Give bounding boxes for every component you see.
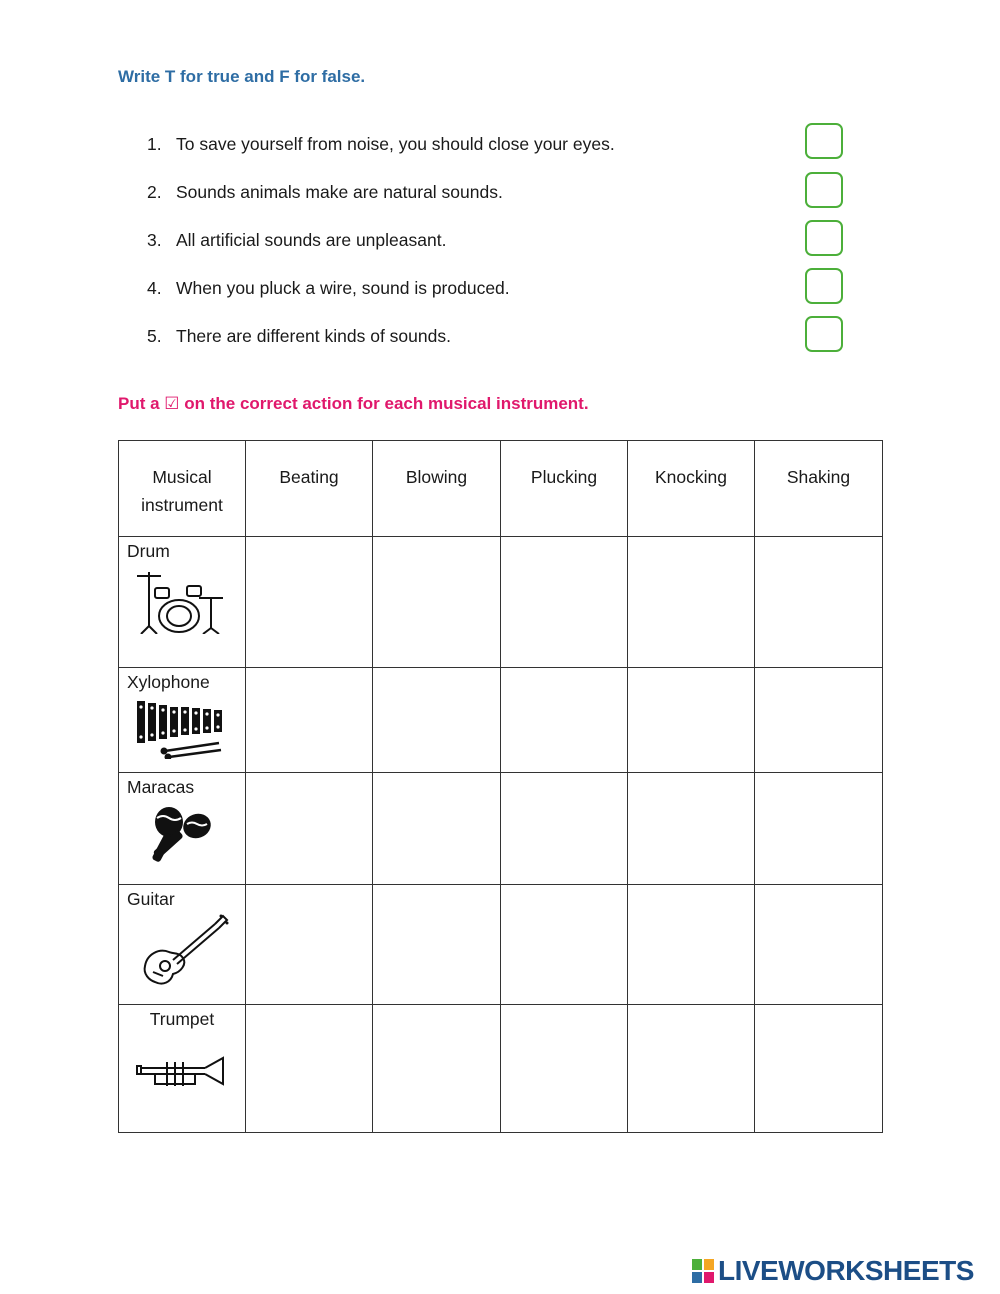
instrument-cell-drum [119, 537, 246, 668]
header-blowing: Blowing [373, 441, 501, 537]
xylophone-plucking-cell[interactable] [501, 668, 628, 773]
instrument-name: Drum [127, 541, 170, 561]
header-plucking: Plucking [501, 441, 628, 537]
trumpet-icon [135, 1054, 229, 1094]
answer-box-1[interactable] [805, 123, 843, 159]
answer-box-3[interactable] [805, 220, 843, 256]
drum-plucking-cell[interactable] [501, 537, 628, 668]
maracas-beating-cell[interactable] [246, 773, 373, 885]
question-4 [147, 278, 510, 299]
question-2 [147, 182, 503, 203]
question-text: Sounds animals make are natural sounds. [176, 182, 503, 202]
liveworksheets-logo [692, 1255, 974, 1287]
table-header-row [119, 441, 883, 537]
maracas-knocking-cell[interactable] [628, 773, 755, 885]
header-beating: Beating [246, 441, 373, 537]
table-row [119, 537, 883, 668]
maracas-icon [145, 804, 225, 868]
xylophone-shaking-cell[interactable] [755, 668, 883, 773]
question-text: When you pluck a wire, sound is produced. [176, 278, 510, 298]
drum-shaking-cell[interactable] [755, 537, 883, 668]
xylophone-knocking-cell[interactable] [628, 668, 755, 773]
drum-blowing-cell[interactable] [373, 537, 501, 668]
question-number: 2. [147, 182, 162, 202]
header-shaking: Shaking [755, 441, 883, 537]
trumpet-blowing-cell[interactable] [373, 1005, 501, 1133]
table-row [119, 885, 883, 1005]
header-knocking: Knocking [628, 441, 755, 537]
instrument-action-table [118, 440, 883, 1133]
instrument-name: Maracas [127, 777, 195, 797]
table-row [119, 668, 883, 773]
maracas-blowing-cell[interactable] [373, 773, 501, 885]
xylophone-blowing-cell[interactable] [373, 668, 501, 773]
question-1 [147, 134, 615, 155]
trumpet-knocking-cell[interactable] [628, 1005, 755, 1133]
guitar-icon [139, 914, 229, 992]
question-3 [147, 230, 446, 251]
drum-knocking-cell[interactable] [628, 537, 755, 668]
drum-icon [133, 568, 229, 634]
maracas-shaking-cell[interactable] [755, 773, 883, 885]
header-instrument: Musical instrument [119, 441, 246, 537]
instrument-name: Guitar [127, 889, 175, 909]
xylophone-beating-cell[interactable] [246, 668, 373, 773]
instrument-cell-maracas [119, 773, 246, 885]
guitar-blowing-cell[interactable] [373, 885, 501, 1005]
trumpet-shaking-cell[interactable] [755, 1005, 883, 1133]
instrument-cell-trumpet [119, 1005, 246, 1133]
instrument-name: Xylophone [127, 672, 210, 692]
trumpet-beating-cell[interactable] [246, 1005, 373, 1133]
question-text: All artificial sounds are unpleasant. [176, 230, 447, 250]
instrument-name: Trumpet [149, 1009, 215, 1029]
instrument-cell-guitar [119, 885, 246, 1005]
guitar-beating-cell[interactable] [246, 885, 373, 1005]
xylophone-icon [133, 699, 225, 759]
maracas-plucking-cell[interactable] [501, 773, 628, 885]
checkbox-instruction: Put a ☑ on the correct action for each musical instrument. [118, 394, 589, 413]
trumpet-plucking-cell[interactable] [501, 1005, 628, 1133]
question-number: 4. [147, 278, 162, 298]
question-5 [147, 326, 451, 347]
guitar-knocking-cell[interactable] [628, 885, 755, 1005]
question-text: To save yourself from noise, you should close your eyes. [176, 134, 615, 154]
logo-text: LIVEWORKSHEETS [718, 1255, 974, 1286]
guitar-plucking-cell[interactable] [501, 885, 628, 1005]
true-false-instruction: Write T for true and F for false. [118, 67, 366, 86]
question-number: 3. [147, 230, 162, 250]
table-row [119, 773, 883, 885]
answer-box-2[interactable] [805, 172, 843, 208]
table-row [119, 1005, 883, 1133]
question-number: 5. [147, 326, 162, 346]
drum-beating-cell[interactable] [246, 537, 373, 668]
instrument-cell-xylophone [119, 668, 246, 773]
question-number: 1. [147, 134, 162, 154]
question-text: There are different kinds of sounds. [176, 326, 451, 346]
answer-box-4[interactable] [805, 268, 843, 304]
liveworksheets-logo-icon [692, 1259, 714, 1283]
guitar-shaking-cell[interactable] [755, 885, 883, 1005]
answer-box-5[interactable] [805, 316, 843, 352]
